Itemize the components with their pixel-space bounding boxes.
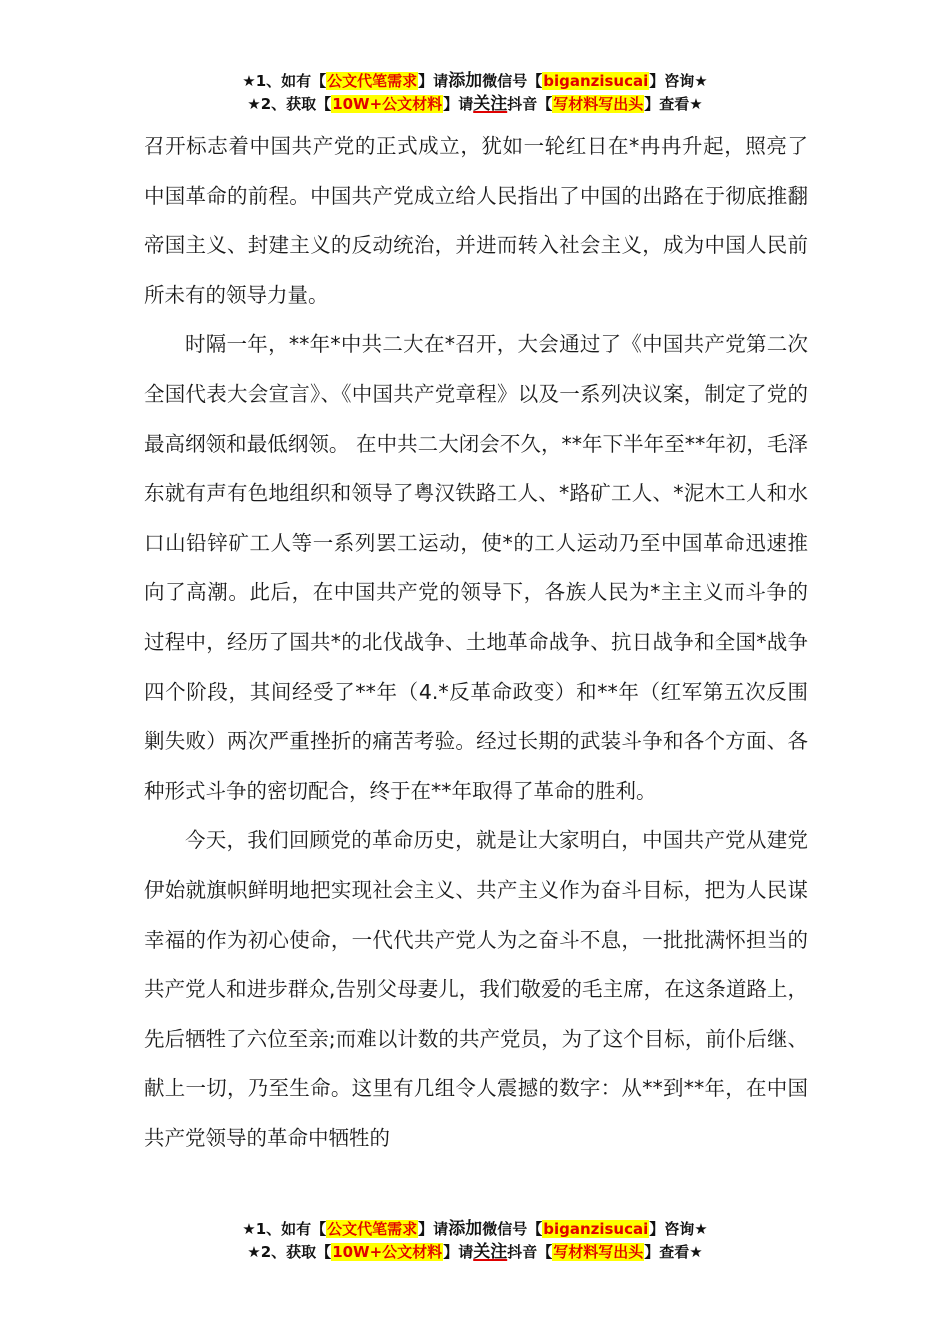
highlight-materials: 10W+公文材料 [332,95,443,113]
highlight-douyin-account: 写材料写出头 [553,95,644,113]
paragraph-2: 时隔一年，**年*中共二大在*召开，大会通过了《中国共产党第二次全国代表大会宣言》、《中国共产党章程》以及一系列决议案，制定了党的最高纲领和最低纲领。 在中共二大闭会不久，**年下半年至**年初，毛泽东就有声有色地组织和领导了粤汉铁路工人、*路矿工人、*泥木工人和水口山铅锌矿工人等一系列罢工运动，使*的工人运动乃至中国革命迅速推向了高潮。此后，在中国共产党的领导下，各族人民为*主主义而斗争的过程中，经历了国共*的北伐战争、土地革命战争、抗日战争和全国*战争四个阶段，其间经受了**年（4.*反革命政变）和**年（红军第五次反围剿失败）两次严重挫折的痛苦考验。经过长期的武装斗争和各个方面、各种形式斗争的密切配合，终于在**年取得了革命的胜利。 [144,332,808,803]
header-banner [0,70,950,116]
banner-emphasis: 添加 [448,71,483,91]
footer-banner [0,1218,950,1264]
banner-text: 】请 [443,1243,474,1261]
banner-text: 微信号【 [482,72,543,90]
highlight-service: 公文代笔需求 [327,72,418,90]
banner-text: 抖音【 [507,95,553,113]
banner-text: 】查看★ [644,95,703,113]
banner-emphasis: 关注 [473,94,508,114]
highlight-douyin-account: 写材料写出头 [553,1243,644,1261]
banner-text: 】咨询★ [649,72,708,90]
banner-line-1 [0,70,950,93]
banner-text: ★2、获取【 [247,95,332,113]
highlight-materials: 10W+公文材料 [332,1243,443,1261]
highlight-service: 公文代笔需求 [327,1220,418,1238]
banner-line-1 [0,1218,950,1241]
paragraph-3: 今天，我们回顾党的革命历史，就是让大家明白，中国共产党从建党伊始就旗帜鲜明地把实现社会主义、共产主义作为奋斗目标，把为人民谋幸福的作为初心使命，一代代共产党人为之奋斗不息，一批批满怀担当的共产党人和进步群众,告别父母妻儿，我们敬爱的毛主席，在这条道路上，先后牺牲了六位至亲;而难以计数的共产党员，为了这个目标，前仆后继、献上一切，乃至生命。这里有几组令人震撼的数字：从**到**年，在中国共产党领导的革命中牺牲的 [144,828,808,1150]
banner-text: ★2、获取【 [247,1243,332,1261]
banner-text: 】咨询★ [649,1220,708,1238]
banner-emphasis: 关注 [473,1242,508,1262]
banner-text: 】查看★ [644,1243,703,1261]
banner-text: 】请 [418,72,449,90]
banner-line-2 [0,1241,950,1264]
banner-text: 微信号【 [482,1220,543,1238]
banner-emphasis: 添加 [448,1219,483,1239]
highlight-wechat-id: biganzisucai [543,1220,649,1238]
banner-text: 】请 [443,95,474,113]
banner-text: ★1、如有【 [242,72,327,90]
highlight-wechat-id: biganzisucai [543,72,649,90]
document-body [144,122,808,1163]
banner-line-2 [0,93,950,116]
banner-text: ★1、如有【 [242,1220,327,1238]
banner-text: 】请 [418,1220,449,1238]
paragraph-1: 召开标志着中国共产党的正式成立，犹如一轮红日在*冉冉升起，照亮了中国革命的前程。中国共产党成立给人民指出了中国的出路在于彻底推翻帝国主义、封建主义的反动统治，并进而转入社会主义，成为中国人民前所未有的领导力量。 [144,134,808,307]
banner-text: 抖音【 [507,1243,553,1261]
